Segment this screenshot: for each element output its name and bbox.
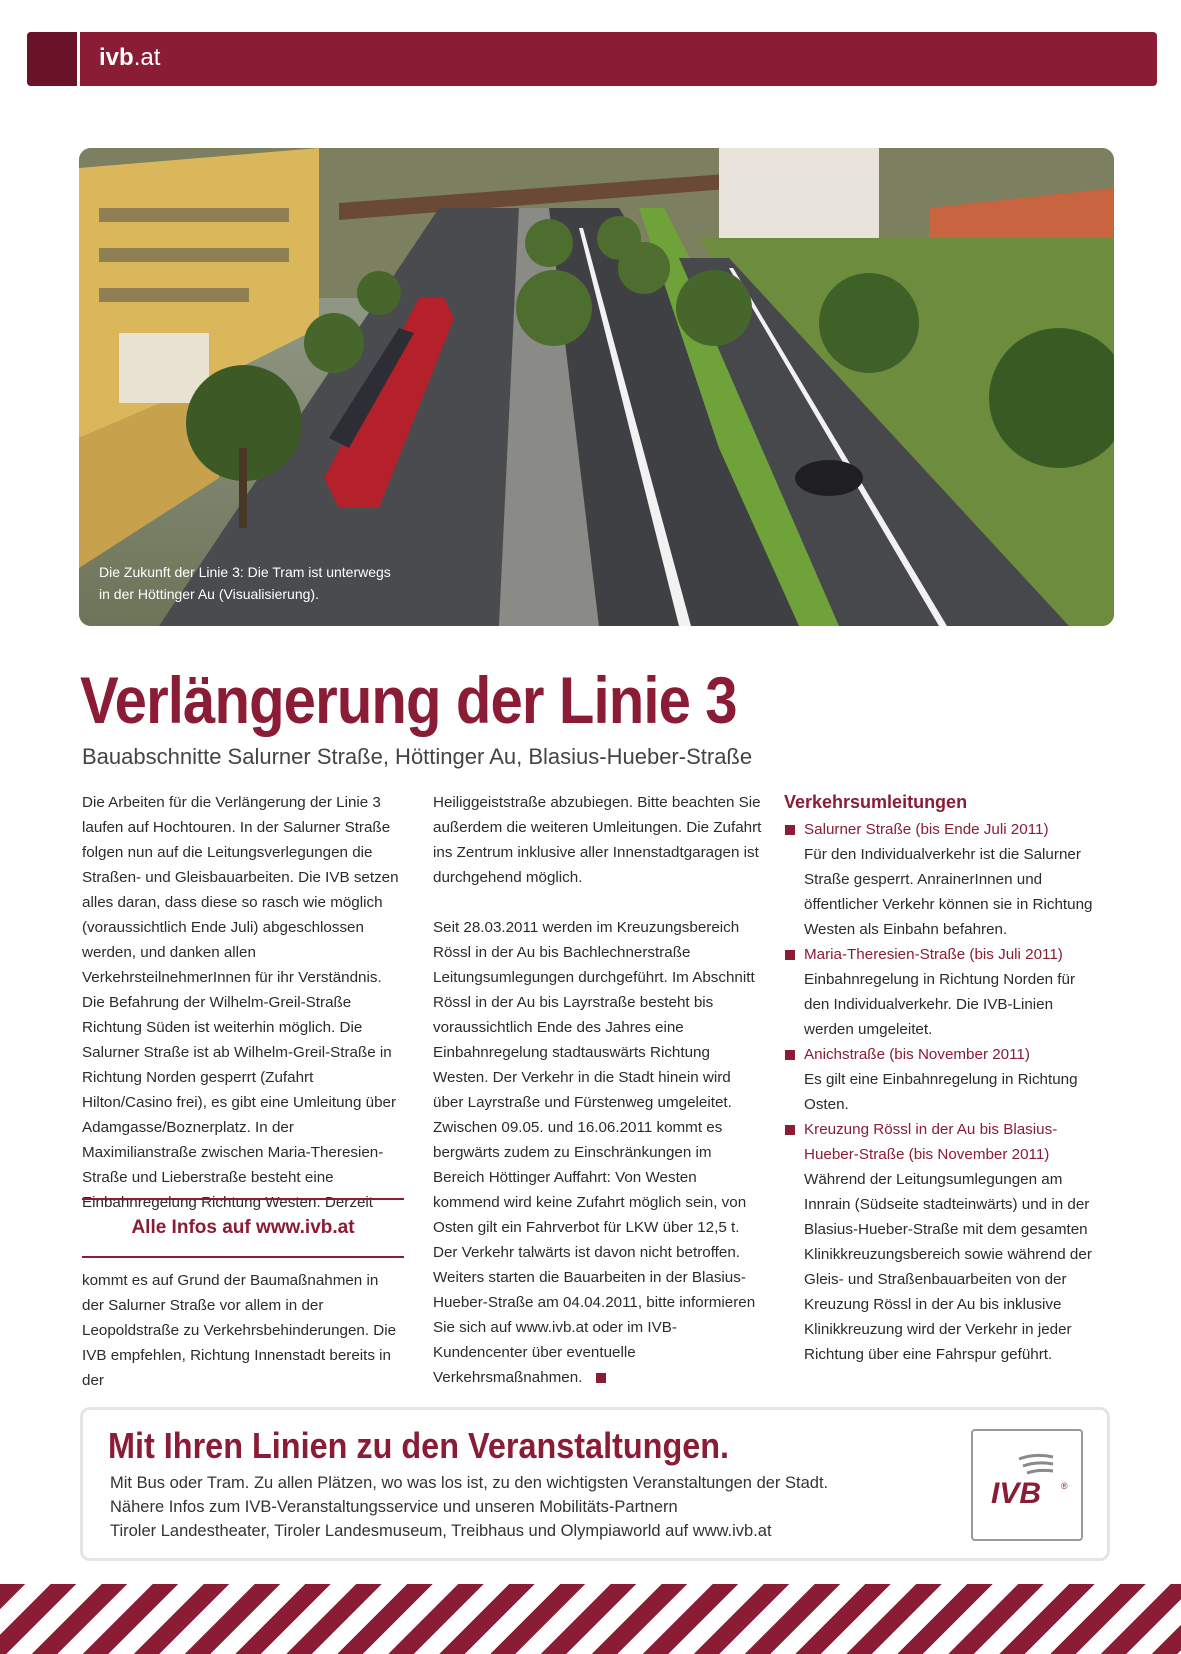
ivb-logo-registered: ® <box>1061 1481 1068 1491</box>
promo-line-1: Mit Bus oder Tram. Zu allen Plätzen, wo was los ist, zu den wichtigsten Veranstaltungen der Stadt. <box>110 1474 829 1492</box>
detour-bullet <box>785 825 795 835</box>
article-column-2 <box>433 790 763 1390</box>
brand-bold: ivb <box>99 44 134 71</box>
ivb-logo-mark <box>973 1431 1081 1539</box>
hero-image <box>79 148 1114 626</box>
article-end-mark <box>596 1373 606 1383</box>
article-column-1 <box>82 790 404 1215</box>
column-2-paragraph-2-text: Seit 28.03.2011 werden im Kreuzungsbereich Rössl in der Au bis Bachlechnerstraße Leitungsumlegungen durchgeführt. Im Abschnitt Rössl in der Au bis Layrstraße besteht bis voraussichtlich Ende des Jahres eine Einbahnregelung stadtauswärts Richtung Westen. Der Verkehr in die Stadt hinein wird über Layrstraße und Fürstenweg umgeleitet. Zwischen 09.05. und 16.06.2011 kommt es bergwärts zudem zu Einschränkungen im Bereich Höttinger Auffahrt: Von Westen kommend wird keine Zufahrt möglich sein, von Osten gilt ein Fahrverbot für LKW über 12,5 t. Der Verkehr talwärts ist davon nicht betroffen. Weiters starten die Bauarbeiten in der Blasius-Hueber-Straße am 04.04.2011, bitte informieren Sie sich auf www.ivb.at oder im IVB-Kundencenter über eventuelle Verkehrsmaßnahmen. <box>433 919 756 1386</box>
brand-domain: .at <box>133 44 161 71</box>
detours-sidebar <box>784 790 1104 1367</box>
hero-caption-line-1: Die Zukunft der Linie 3: Die Tram ist unterwegs <box>99 564 391 580</box>
promo-line-3: Tiroler Landestheater, Tiroler Landesmuseum, Treibhaus und Olympiaworld auf www.ivb.at <box>110 1522 772 1540</box>
detour-item <box>784 1117 1104 1367</box>
tram-visualization-illustration <box>79 148 1114 626</box>
column-1-text-part-2: kommt es auf Grund der Baumaßnahmen in der Salurner Straße vor allem in der Leopoldstraße zu Verkehrsbehinderungen. Die IVB empfehlen, Richtung Innenstadt bereits in der <box>82 1272 397 1389</box>
detour-item <box>784 1042 1104 1117</box>
detour-title: Kreuzung Rössl in der Au bis Blasius-Hueber-Straße (bis November 2011) <box>804 1121 1058 1163</box>
detour-bullet <box>785 1050 795 1060</box>
article-title: Verlängerung der Linie 3 <box>80 663 737 737</box>
header-bar <box>27 32 1157 86</box>
detour-item <box>784 942 1104 1042</box>
detour-text: Es gilt eine Einbahnregelung in Richtung Osten. <box>804 1071 1078 1113</box>
column-2-paragraph-2 <box>433 915 763 1390</box>
detour-bullet <box>785 950 795 960</box>
promo-title: Mit Ihren Linien zu den Veranstaltungen. <box>108 1425 730 1466</box>
detour-text: Während der Leitungsumlegungen am Innrain (Südseite stadteinwärts) und in der Blasius-Hueber-Straße mit dem gesamten Klinikkreuzungsbereich sowie während der Gleis- und Straßenbauarbeiten von der Kreuzung Rössl in der Au bis inklusive Klinikkreuzung wird der Verkehr in jeder Richtung über eine Fahrspur geführt. <box>804 1171 1092 1363</box>
bottom-stripe-band <box>0 1584 1181 1654</box>
detour-title: Maria-Theresien-Straße (bis Juli 2011) <box>804 946 1063 963</box>
article-column-1-continued <box>82 1268 404 1393</box>
detour-text: Einbahnregelung in Richtung Norden für den Individualverkehr. Die IVB-Linien werden umgeleitet. <box>804 971 1076 1038</box>
brand-link[interactable] <box>99 44 160 72</box>
hero-caption-line-2: in der Höttinger Au (Visualisierung). <box>99 586 319 602</box>
detour-title: Anichstraße (bis November 2011) <box>804 1046 1030 1063</box>
detours-heading: Verkehrsumleitungen <box>784 792 968 812</box>
column-1-text-part-1: Die Arbeiten für die Verlängerung der Linie 3 laufen auf Hochtouren. In der Salurner Straße folgen nun auf die Leitungsverlegungen die Straßen- und Gleisbauarbeiten. Die IVB setzen alles daran, dass diese so rasch wie möglich (voraussichtlich Ende Juli) abgeschlossen werden, und danken allen VerkehrsteilnehmerInnen für ihr Verständnis. Die Befahrung der Wilhelm-Greil-Straße Richtung Süden ist weiterhin möglich. Die Salurner Straße ist ab Wilhelm-Greil-Straße in Richtung Norden gesperrt (Zufahrt Hilton/Casino frei), es gibt eine Umleitung über Adamgasse/Boznerplatz. In der Maximilianstraße zwischen Maria-Theresien-Straße und Lieberstraße besteht eine Einbahnregelung Richtung Westen. Derzeit <box>82 794 399 1211</box>
info-box-link[interactable]: Alle Infos auf www.ivb.at <box>82 1198 404 1258</box>
article-subtitle: Bauabschnitte Salurner Straße, Höttinger Au, Blasius-Hueber-Straße <box>82 744 753 769</box>
events-promo-box <box>80 1407 1110 1561</box>
header-tab <box>27 32 77 86</box>
ivb-logo-text: IVB <box>991 1477 1042 1510</box>
detour-bullet <box>785 1125 795 1135</box>
hero-caption <box>99 561 391 605</box>
header-divider <box>77 32 80 86</box>
detour-item <box>784 817 1104 942</box>
promo-line-2: Nähere Infos zum IVB-Veranstaltungsservice und unseren Mobilitäts-Partnern <box>110 1498 678 1516</box>
detour-title: Salurner Straße (bis Ende Juli 2011) <box>804 821 1049 838</box>
detour-text: Für den Individualverkehr ist die Salurner Straße gesperrt. AnrainerInnen und öffentlicher Verkehr können sie in Richtung Westen als Einbahn befahren. <box>804 846 1093 938</box>
column-2-paragraph-1: Heiliggeiststraße abzubiegen. Bitte beachten Sie außerdem die weiteren Umleitungen. Die Zufahrt ins Zentrum inklusive aller Innenstadtgaragen ist durchgehend möglich. <box>433 794 762 886</box>
ivb-logo <box>971 1429 1083 1541</box>
